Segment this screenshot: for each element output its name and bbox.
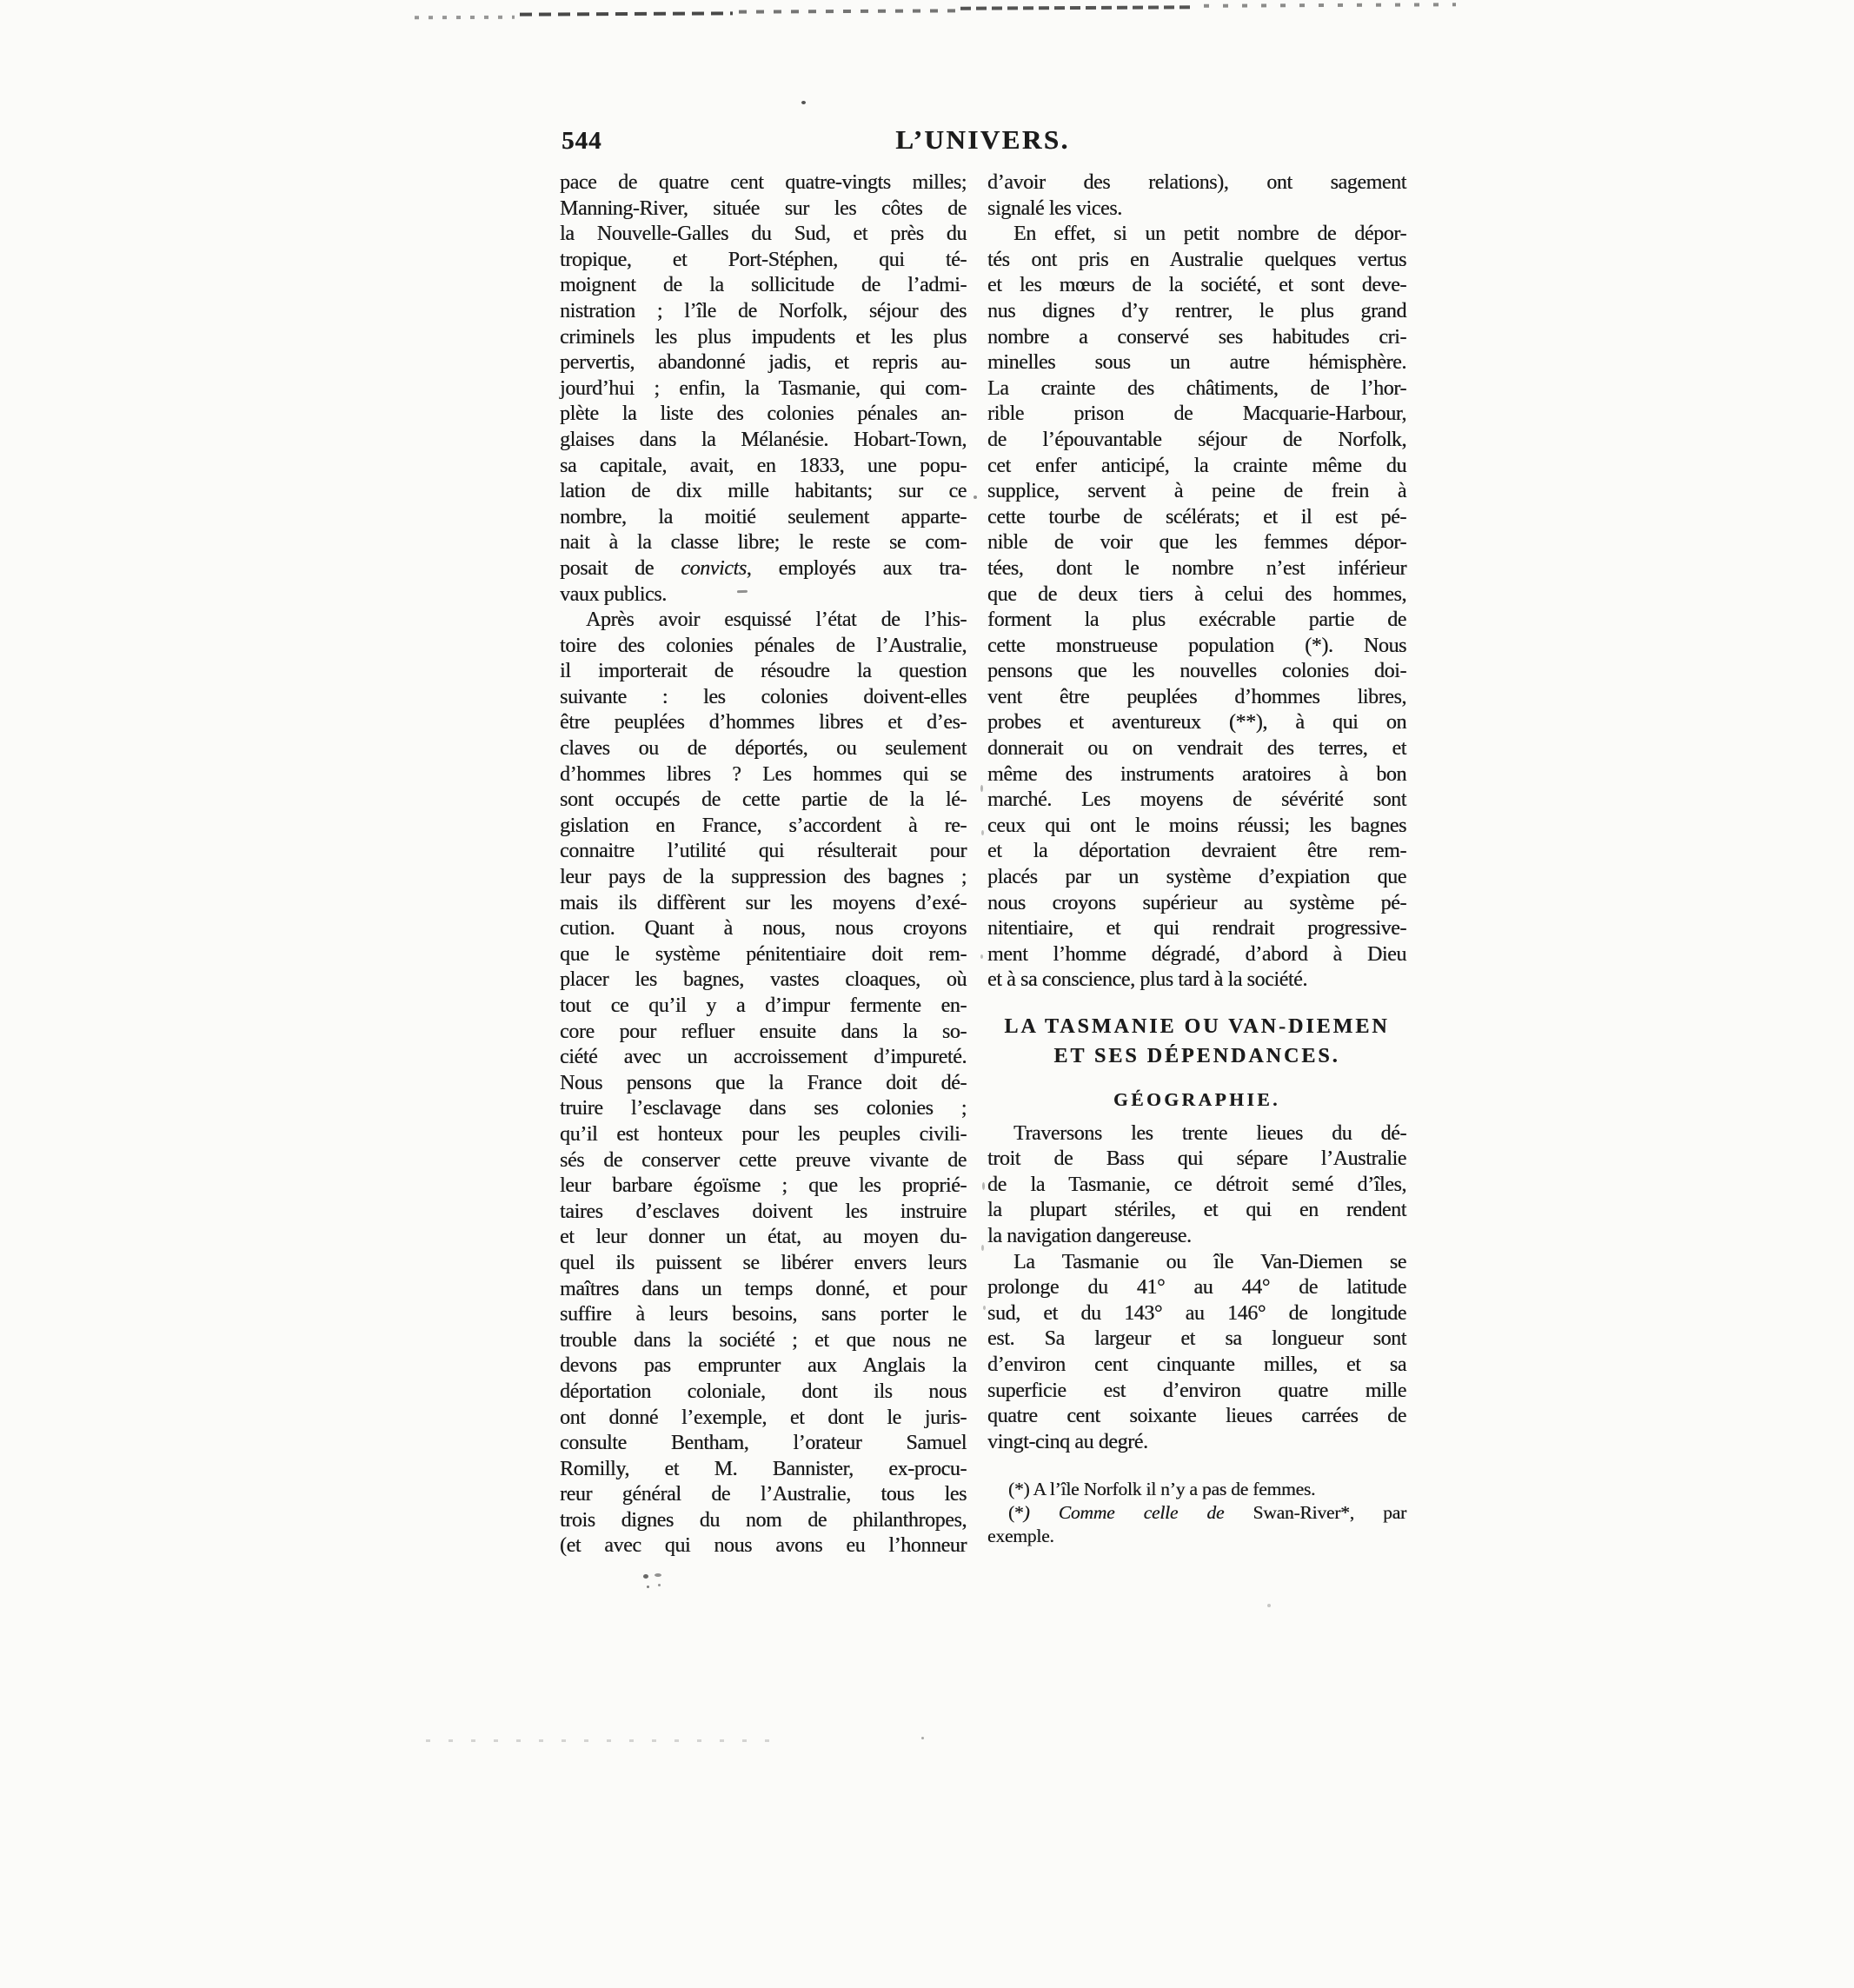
text-line: supplice, servent à peine de frein à	[987, 480, 1406, 503]
text-line: sés de conserver cette preuve vivante de	[560, 1148, 967, 1172]
page-number: 544	[562, 127, 602, 155]
text-line: trouble dans la société ; et que nous ne	[560, 1328, 967, 1352]
ink-speck	[655, 1573, 661, 1577]
text-line: leur pays de la suppression des bagnes ;	[560, 866, 967, 889]
text-line: leur barbare égoïsme ; que les proprié-	[560, 1174, 967, 1198]
scan-artifact-top-line	[739, 9, 956, 13]
text-line: cette monstrueuse population (*). Nous	[987, 634, 1406, 657]
text-line: maîtres dans un temps donné, et pour	[560, 1277, 967, 1300]
running-title: L’UNIVERS.	[895, 124, 1070, 155]
text-line: et la déportation devraient être rem-	[987, 840, 1406, 863]
ink-speck	[921, 1737, 924, 1739]
text-line: core pour refluer ensuite dans la so-	[560, 1020, 967, 1043]
text-line: la Nouvelle-Galles du Sud, et près du	[560, 223, 967, 246]
text-line: Nous pensons que la France doit dé-	[560, 1071, 967, 1094]
text-line: cette tourbe de scélérats; et il est pé-	[987, 505, 1406, 529]
ink-speck	[647, 1586, 649, 1588]
text-line: forment la plus exécrable partie de	[987, 608, 1406, 632]
text-line: pervertis, abandonné jadis, et repris au-	[560, 351, 967, 375]
text-line: ment l’homme dégradé, d’abord à Dieu	[987, 942, 1406, 966]
right-column	[987, 170, 1406, 1548]
text-line: Après avoir esquissé l’état de l’his-	[586, 608, 967, 632]
text-line: vingt-cinq au degré.	[987, 1430, 1148, 1453]
text-line: minelles sous un autre hémisphère.	[987, 351, 1406, 375]
text-line: rible prison de Macquarie-Harbour,	[987, 402, 1406, 426]
text-line: (et avec qui nous avons eu l’honneur	[560, 1534, 967, 1558]
text-line: vaux publics.	[560, 582, 667, 606]
text-line: ceux qui ont le moins réussi; les bagnes	[987, 814, 1406, 837]
text-line: signalé les vices.	[987, 196, 1122, 220]
scan-artifact-bottom-dots	[426, 1739, 769, 1742]
ink-speck	[737, 590, 748, 593]
text-line: il importerait de résoudre la question	[560, 660, 967, 683]
gutter-speck	[980, 785, 983, 792]
text-line: claves ou de déportés, ou seulement	[560, 737, 967, 761]
text-line: nombre, la moitié seulement apparte-	[560, 505, 967, 529]
text-line: et à sa conscience, plus tard à la société.	[987, 968, 1307, 992]
text-line: tés ont pris en Australie quelques vertus	[987, 248, 1406, 271]
text-line: nistration ; l’île de Norfolk, séjour des	[560, 299, 967, 322]
ink-speck	[1267, 1604, 1271, 1607]
text-line: La Tasmanie ou île Van-Diemen se	[1013, 1250, 1406, 1273]
text-line: quatre cent soixante lieues carrées de	[987, 1405, 1406, 1428]
text-line: donnerait ou on vendrait des terres, et	[987, 737, 1406, 761]
ink-speck	[658, 1584, 661, 1586]
text-line: d’environ cent cinquante milles, et sa	[987, 1353, 1406, 1376]
text-line: moignent de la sollicitude de l’admi-	[560, 274, 967, 297]
ink-speck	[801, 101, 806, 104]
gutter-speck	[980, 954, 983, 959]
text-line: gislation en France, s’accordent à re-	[560, 814, 967, 837]
text-line: posait de convicts, employés aux tra-	[560, 556, 967, 580]
text-line: nait à la classe libre; le reste se com-	[560, 531, 967, 555]
text-line: quel ils puissent se libérer envers leurs	[560, 1251, 967, 1274]
text-line: qu’il est honteux pour les peuples civili-	[560, 1122, 967, 1146]
text-line: jourd’hui ; enfin, la Tasmanie, qui com-	[560, 376, 967, 400]
text-line: reur général de l’Australie, tous les	[560, 1483, 967, 1506]
scan-artifact-top-line	[520, 11, 733, 16]
text-line: consulte Bentham, l’orateur Samuel	[560, 1432, 967, 1455]
text-line: En effet, si un petit nombre de dépor-	[1013, 223, 1406, 246]
section-heading-line-2: ET SES DÉPENDANCES.	[1053, 1045, 1340, 1067]
text-line: Traversons les trente lieues du dé-	[1013, 1121, 1406, 1145]
text-line: devons pas emprunter aux Anglais la	[560, 1354, 967, 1378]
text-line: prolonge du 41° au 44° de latitude	[987, 1276, 1406, 1300]
scan-artifact-top-line	[415, 16, 515, 20]
text-line: toire des colonies pénales de l’Australie,	[560, 634, 967, 657]
text-line: (*) A l’île Norfolk il n’y a pas de femmes.	[1008, 1479, 1316, 1500]
text-line: troit de Bass qui sépare l’Australie	[987, 1147, 1406, 1171]
text-line: être peuplées d’hommes libres et d’es-	[560, 711, 967, 735]
text-line: est. Sa largeur et sa longueur sont	[987, 1327, 1406, 1351]
gutter-speck	[983, 1306, 986, 1310]
text-line: et leur donner un état, au moyen du-	[560, 1226, 967, 1249]
text-line: nitentiaire, et qui rendrait progressive-	[987, 917, 1406, 941]
scan-artifact-top-line	[1204, 3, 1456, 8]
text-line: mais ils diffèrent sur les moyens d’exé-	[560, 891, 967, 914]
left-column	[560, 170, 967, 1559]
text-line: pensons que les nouvelles colonies doi-	[987, 660, 1406, 683]
gutter-speck	[981, 1245, 984, 1251]
text-line: criminels les plus impudents et les plus	[560, 325, 967, 349]
right-column-text-bottom	[987, 1121, 1406, 1456]
text-line: placer les bagnes, vastes cloaques, où	[560, 968, 967, 992]
text-line: connaitre l’utilité qui résulterait pour	[560, 840, 967, 863]
text-line: La crainte des châtiments, de l’hor-	[987, 376, 1406, 400]
text-line: cet enfer anticipé, la crainte même du	[987, 454, 1406, 477]
text-line: probes et aventureux (**), à qui on	[987, 711, 1406, 735]
text-line: la plupart stériles, et qui en rendent	[987, 1199, 1406, 1222]
text-line: plète la liste des colonies pénales an-	[560, 402, 967, 426]
scan-artifact-top-line	[960, 5, 1195, 10]
ink-speck	[974, 495, 977, 499]
text-line: suffire à leurs besoins, sans porter le	[560, 1303, 967, 1326]
text-line: suivante : les colonies doivent-elles	[560, 685, 967, 708]
text-line: que le système pénitentiaire doit rem-	[560, 942, 967, 966]
gutter-speck	[981, 830, 984, 835]
text-line: taires d’esclaves doivent les instruire	[560, 1200, 967, 1223]
text-line: la navigation dangereuse.	[987, 1224, 1192, 1247]
text-line: sa capitale, avait, en 1833, une popu-	[560, 454, 967, 477]
footnotes	[987, 1478, 1406, 1548]
text-line: de la Tasmanie, ce détroit semé d’îles,	[987, 1173, 1406, 1196]
section-heading-line-1: LA TASMANIE OU VAN-DIEMEN	[1004, 1015, 1390, 1038]
text-line: de l’épouvantable séjour de Norfolk,	[987, 428, 1406, 451]
right-column-text-top	[987, 170, 1406, 994]
text-line: ont donné l’exemple, et dont le juris-	[560, 1406, 967, 1429]
text-line: et les mœurs de la société, et sont deve-	[987, 274, 1406, 297]
text-line: d’avoir des relations), ont sagement	[987, 171, 1406, 194]
gutter-speck	[982, 1182, 985, 1190]
text-line: cution. Quant à nous, nous croyons	[560, 917, 967, 941]
text-line: déportation coloniale, dont ils nous	[560, 1380, 967, 1403]
text-line: glaises dans la Mélanésie. Hobart-Town,	[560, 428, 967, 451]
text-line: d’hommes libres ? Les hommes qui se	[560, 762, 967, 786]
text-line: sud, et du 143° au 146° de longitude	[987, 1301, 1406, 1325]
text-line: placés par un système d’expiation que	[987, 866, 1406, 889]
text-line: nus dignes d’y rentrer, le plus grand	[987, 299, 1406, 322]
ink-speck	[643, 1574, 648, 1579]
text-line: nombre a conservé ses habitudes cri-	[987, 325, 1406, 349]
text-line: tout ce qu’il y a d’impur fermente en-	[560, 994, 967, 1017]
text-line: marché. Les moyens de sévérité sont	[987, 788, 1406, 812]
subsection-heading: GÉOGRAPHIE.	[1113, 1089, 1280, 1110]
text-line: (*) Comme celle de Swan-River*, par	[1008, 1502, 1406, 1524]
text-line: superficie est d’environ quatre mille	[987, 1379, 1406, 1402]
text-line: tropique, et Port-Stéphen, qui té-	[560, 248, 967, 271]
text-line: lation de dix mille habitants; sur ce	[560, 480, 967, 503]
text-line: nible de voir que les femmes dépor-	[987, 531, 1406, 555]
text-line: nous croyons supérieur au système pé-	[987, 891, 1406, 914]
text-line: truire l’esclavage dans ses colonies ;	[560, 1097, 967, 1120]
text-line: pace de quatre cent quatre-vingts milles;	[560, 171, 967, 194]
text-line: trois dignes du nom de philanthropes,	[560, 1508, 967, 1532]
text-line: sont occupés de cette partie de la lé-	[560, 788, 967, 812]
text-line: vent être peuplées d’hommes libres,	[987, 685, 1406, 708]
text-line: ciété avec un accroissement d’impureté.	[560, 1046, 967, 1069]
text-line: même des instruments aratoires à bon	[987, 762, 1406, 786]
text-line: que de deux tiers à celui des hommes,	[987, 582, 1406, 606]
text-line: exemple.	[987, 1526, 1054, 1547]
text-line: tées, dont le nombre n’est inférieur	[987, 556, 1406, 580]
text-line: Manning-River, située sur les côtes de	[560, 196, 967, 220]
text-line: Romilly, et M. Bannister, ex-procu-	[560, 1457, 967, 1480]
